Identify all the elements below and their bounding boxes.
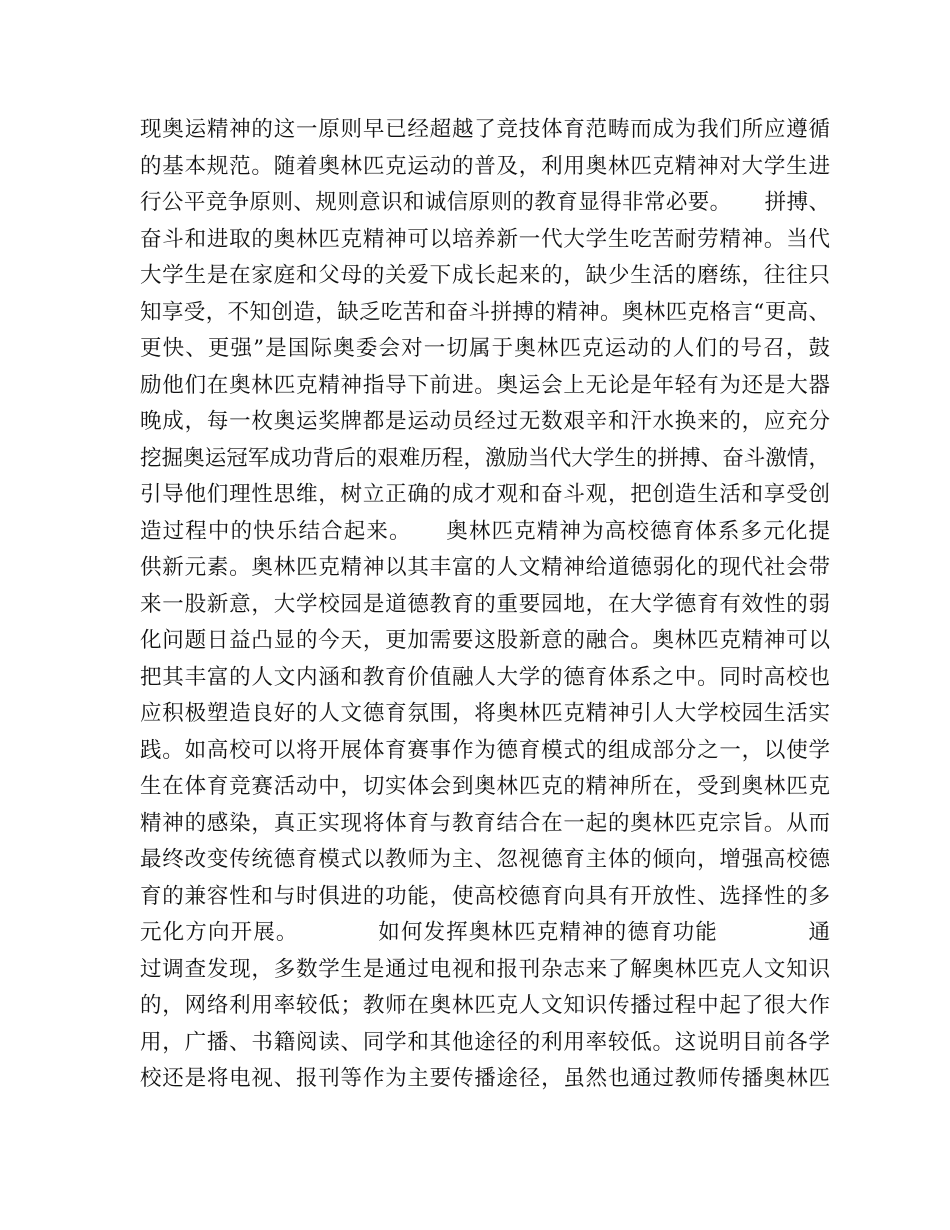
text-line: 知享受，不知创造，缺乏吃苦和奋斗拼搏的精神。奥林匹克格言“更高、 <box>140 299 830 325</box>
body-text <box>140 112 830 1098</box>
text-line: 生在体育竞赛活动中，切实体会到奥林匹克的精神所在，受到奥林匹克 <box>140 774 830 799</box>
text-line: 把其丰富的人文内涵和教育价值融人大学的德育体系之中。同时高校也 <box>140 664 830 690</box>
text-line: 育的兼容性和与时俱进的功能，使高校德育向具有开放性、选择性的多 <box>140 883 830 909</box>
text-line: 供新元素。奥林匹克精神以其丰富的人文精神给道德弱化的现代社会带 <box>140 555 830 580</box>
text-line: 校还是将电视、报刊等作为主要传播途径，虽然也通过教师传播奥林匹 <box>140 1066 830 1091</box>
text-line: 引导他们理性思维，树立正确的成才观和奋斗观，把创造生活和享受创 <box>140 482 830 507</box>
text-line: 践。如高校可以将开展体育赛事作为德育模式的组成部分之一，以使学 <box>140 737 830 763</box>
text-line: 现奥运精神的这一原则早已经超越了竞技体育范畴而成为我们所应遵循 <box>140 117 830 142</box>
text-line: 用，广播、书籍阅读、同学和其他途径的利用率较低。这说明目前各学 <box>140 1029 830 1055</box>
text-line: 精神的感染，真正实现将体育与教育结合在一起的奥林匹克宗旨。从而 <box>140 810 830 836</box>
text-line: 应积极塑造良好的人文德育氛围，将奥林匹克精神引人大学校园生活实 <box>140 701 830 726</box>
text-line: 的，网络利用率较低；教师在奥林匹克人文知识传播过程中起了很大作 <box>140 993 830 1018</box>
text-line: 大学生是在家庭和父母的关爱下成长起来的，缺少生活的磨练，往往只 <box>140 263 830 288</box>
text-line: 行公平竞争原则、规则意识和诚信原则的教育显得非常必要。 拼搏、 <box>140 190 830 215</box>
text-line: 过调查发现，多数学生是通过电视和报刊杂志来了解奥林匹克人文知识 <box>140 956 830 982</box>
text-line: 晚成，每一枚奥运奖牌都是运动员经过无数艰辛和汗水换来的，应充分 <box>140 409 830 434</box>
text-line: 最终改变传统德育模式以教师为主、忽视德育主体的倾向，增强高校德 <box>140 847 830 872</box>
text-line: 奋斗和进取的奥林匹克精神可以培养新一代大学生吃苦耐劳精神。当代 <box>140 226 830 252</box>
text-line: 化问题日益凸显的今天，更加需要这股新意的融合。奥林匹克精神可以 <box>140 628 830 653</box>
text-line: 的基本规范。随着奥林匹克运动的普及，利用奥林匹克精神对大学生进 <box>140 153 830 179</box>
text-line: 更快、更强”是国际奥委会对一切属于奥林匹克运动的人们的号召，鼓 <box>140 336 830 361</box>
text-line: 励他们在奥林匹克精神指导下前进。奥运会上无论是年轻有为还是大器 <box>140 372 830 398</box>
text-line: 挖掘奥运冠军成功背后的艰难历程，激励当代大学生的拼搏、奋斗激情， <box>140 445 830 471</box>
text-line: 元化方向开展。 如何发挥奥林匹克精神的德育功能 通 <box>140 920 830 945</box>
text-line: 造过程中的快乐结合起来。 奥林匹克精神为高校德育体系多元化提 <box>140 518 830 544</box>
text-line: 来一股新意，大学校园是道德教育的重要园地，在大学德育有效性的弱 <box>140 591 830 617</box>
